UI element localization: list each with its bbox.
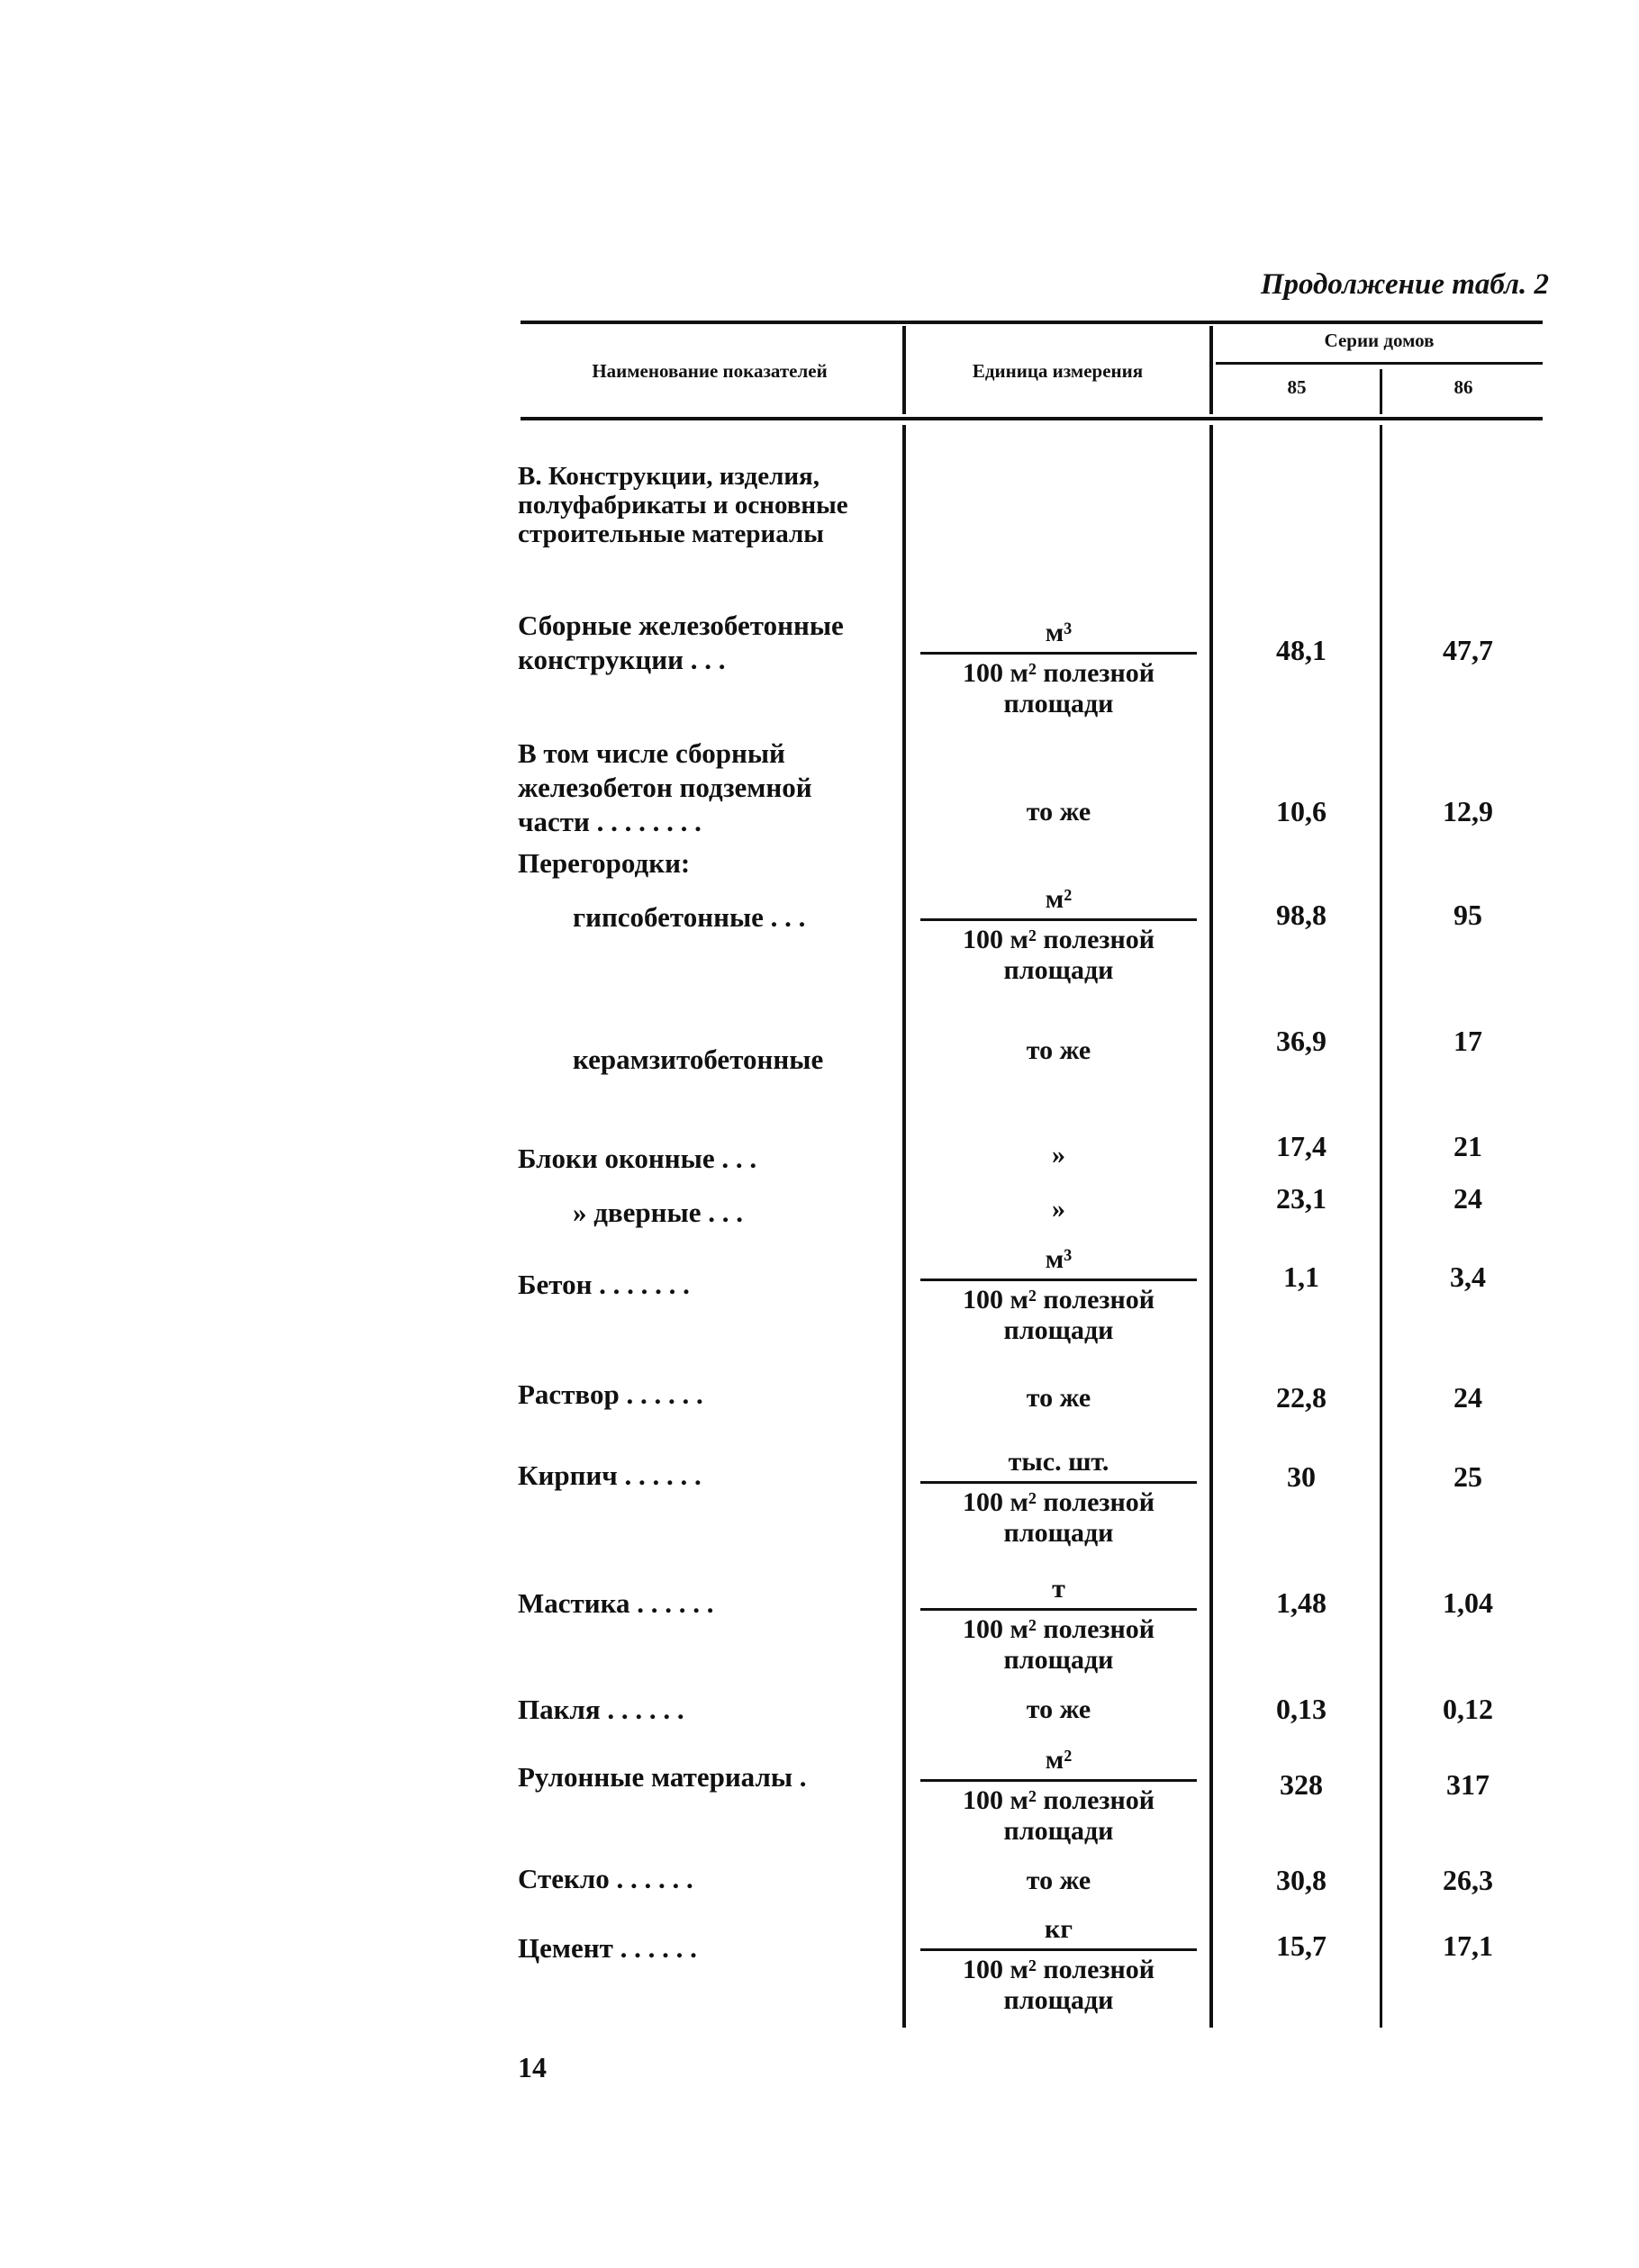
unit-numerator: м³ (920, 618, 1197, 655)
value-series-85: 23,1 (1276, 1182, 1327, 1215)
unit-denominator: 100 м² полезной площади (962, 1614, 1155, 1675)
value-series-85: 22,8 (1276, 1381, 1327, 1414)
header-series: Серии домов (1324, 330, 1435, 351)
value-series-85: 328 (1280, 1768, 1323, 1801)
unit-numerator: м³ (920, 1244, 1197, 1281)
table-row-unit (917, 1447, 1200, 1549)
value-series-85: 1,1 (1283, 1261, 1319, 1293)
unit-numerator: т (920, 1574, 1197, 1611)
unit-denominator: 100 м² полезной площади (962, 658, 1155, 718)
value-series-85: 30,8 (1276, 1864, 1327, 1896)
table-top-rule (521, 321, 1543, 324)
header-series-86: 86 (1453, 376, 1473, 398)
column-divider (902, 326, 906, 414)
table-row-name: » дверные . . . (573, 1197, 743, 1228)
table-row-name: керамзитобетонные (573, 1044, 824, 1075)
value-series-86: 47,7 (1443, 634, 1493, 666)
header-name: Наименование показателей (592, 360, 828, 382)
value-series-86: 17,1 (1443, 1929, 1493, 1962)
value-series-85: 30 (1287, 1460, 1316, 1493)
value-series-86: 95 (1453, 899, 1482, 931)
table-row-unit (917, 1244, 1200, 1346)
table-row-name: гипсобетонные . . . (573, 901, 806, 933)
value-series-85: 48,1 (1276, 634, 1327, 666)
table-row-unit: то же (1026, 1866, 1091, 1895)
table-row-unit: то же (1026, 1694, 1091, 1724)
page-number: 14 (518, 2051, 547, 2083)
table-row-unit (917, 618, 1200, 719)
table-row-name: Цемент . . . . . . (518, 1932, 697, 1964)
value-series-85: 98,8 (1276, 899, 1327, 931)
table-row-unit: то же (1026, 1035, 1091, 1065)
value-series-85: 0,13 (1276, 1693, 1327, 1725)
value-series-86: 3,4 (1450, 1261, 1486, 1293)
table-row-unit: » (1052, 1140, 1065, 1170)
value-series-86: 24 (1453, 1182, 1482, 1215)
unit-denominator: 100 м² полезной площади (962, 1955, 1155, 2015)
table-row-name: Стекло . . . . . . (518, 1863, 693, 1894)
column-divider (1380, 369, 1382, 414)
table-row-name: Сборные железобетонные конструкции . . . (518, 610, 844, 675)
table-row-unit: то же (1026, 797, 1091, 827)
unit-numerator: м² (920, 884, 1197, 921)
table-row-unit (917, 1745, 1200, 1847)
unit-denominator: 100 м² полезной площади (962, 925, 1155, 985)
column-divider (1380, 425, 1382, 2028)
unit-numerator: м² (920, 1745, 1197, 1782)
table-row-name: Мастика . . . . . . (518, 1587, 714, 1619)
table-row-unit: то же (1026, 1383, 1091, 1413)
unit-denominator: 100 м² полезной площади (962, 1487, 1155, 1548)
value-series-86: 1,04 (1443, 1586, 1493, 1619)
table-caption: Продолжение табл. 2 (1260, 268, 1549, 301)
series-header-rule (1216, 362, 1543, 365)
unit-numerator: тыс. шт. (920, 1447, 1197, 1484)
value-series-86: 317 (1446, 1768, 1490, 1801)
value-series-86: 25 (1453, 1460, 1482, 1493)
unit-denominator: 100 м² полезной площади (962, 1785, 1155, 1846)
value-series-85: 15,7 (1276, 1929, 1327, 1962)
unit-numerator: кг (920, 1914, 1197, 1951)
table-row-unit (917, 1574, 1200, 1676)
value-series-86: 26,3 (1443, 1864, 1493, 1896)
header-series-85: 85 (1287, 376, 1307, 398)
value-series-85: 1,48 (1276, 1586, 1327, 1619)
header-unit: Единица измерения (972, 360, 1144, 382)
column-divider (1209, 425, 1213, 2028)
header-bottom-rule (521, 417, 1543, 420)
unit-denominator: 100 м² полезной площади (962, 1285, 1155, 1345)
table-row-unit: » (1052, 1194, 1065, 1224)
section-title: В. Конструкции, изделия, полуфабрикаты и основные строительные материалы (518, 462, 848, 548)
table-row-name: Перегородки: (518, 847, 691, 879)
table-row-name: Блоки оконные . . . (518, 1143, 757, 1174)
table-row-name: В том числе сборный железобетон подземной части . . . . . . . . (518, 737, 812, 837)
table-row-name: Раствор . . . . . . (518, 1378, 703, 1410)
table-row-name: Пакля . . . . . . (518, 1694, 684, 1725)
value-series-86: 0,12 (1443, 1693, 1493, 1725)
value-series-85: 17,4 (1276, 1130, 1327, 1162)
value-series-85: 10,6 (1276, 795, 1327, 827)
value-series-86: 21 (1453, 1130, 1482, 1162)
column-divider (902, 425, 906, 2028)
value-series-86: 12,9 (1443, 795, 1493, 827)
table-row-name: Бетон . . . . . . . (518, 1269, 690, 1300)
table-row-unit (917, 884, 1200, 986)
value-series-86: 24 (1453, 1381, 1482, 1414)
value-series-86: 17 (1453, 1025, 1482, 1057)
table-row-unit (917, 1914, 1200, 2016)
table-row-name: Рулонные материалы . (518, 1761, 807, 1793)
value-series-85: 36,9 (1276, 1025, 1327, 1057)
table-row-name: Кирпич . . . . . . (518, 1459, 702, 1491)
column-divider (1209, 326, 1213, 414)
